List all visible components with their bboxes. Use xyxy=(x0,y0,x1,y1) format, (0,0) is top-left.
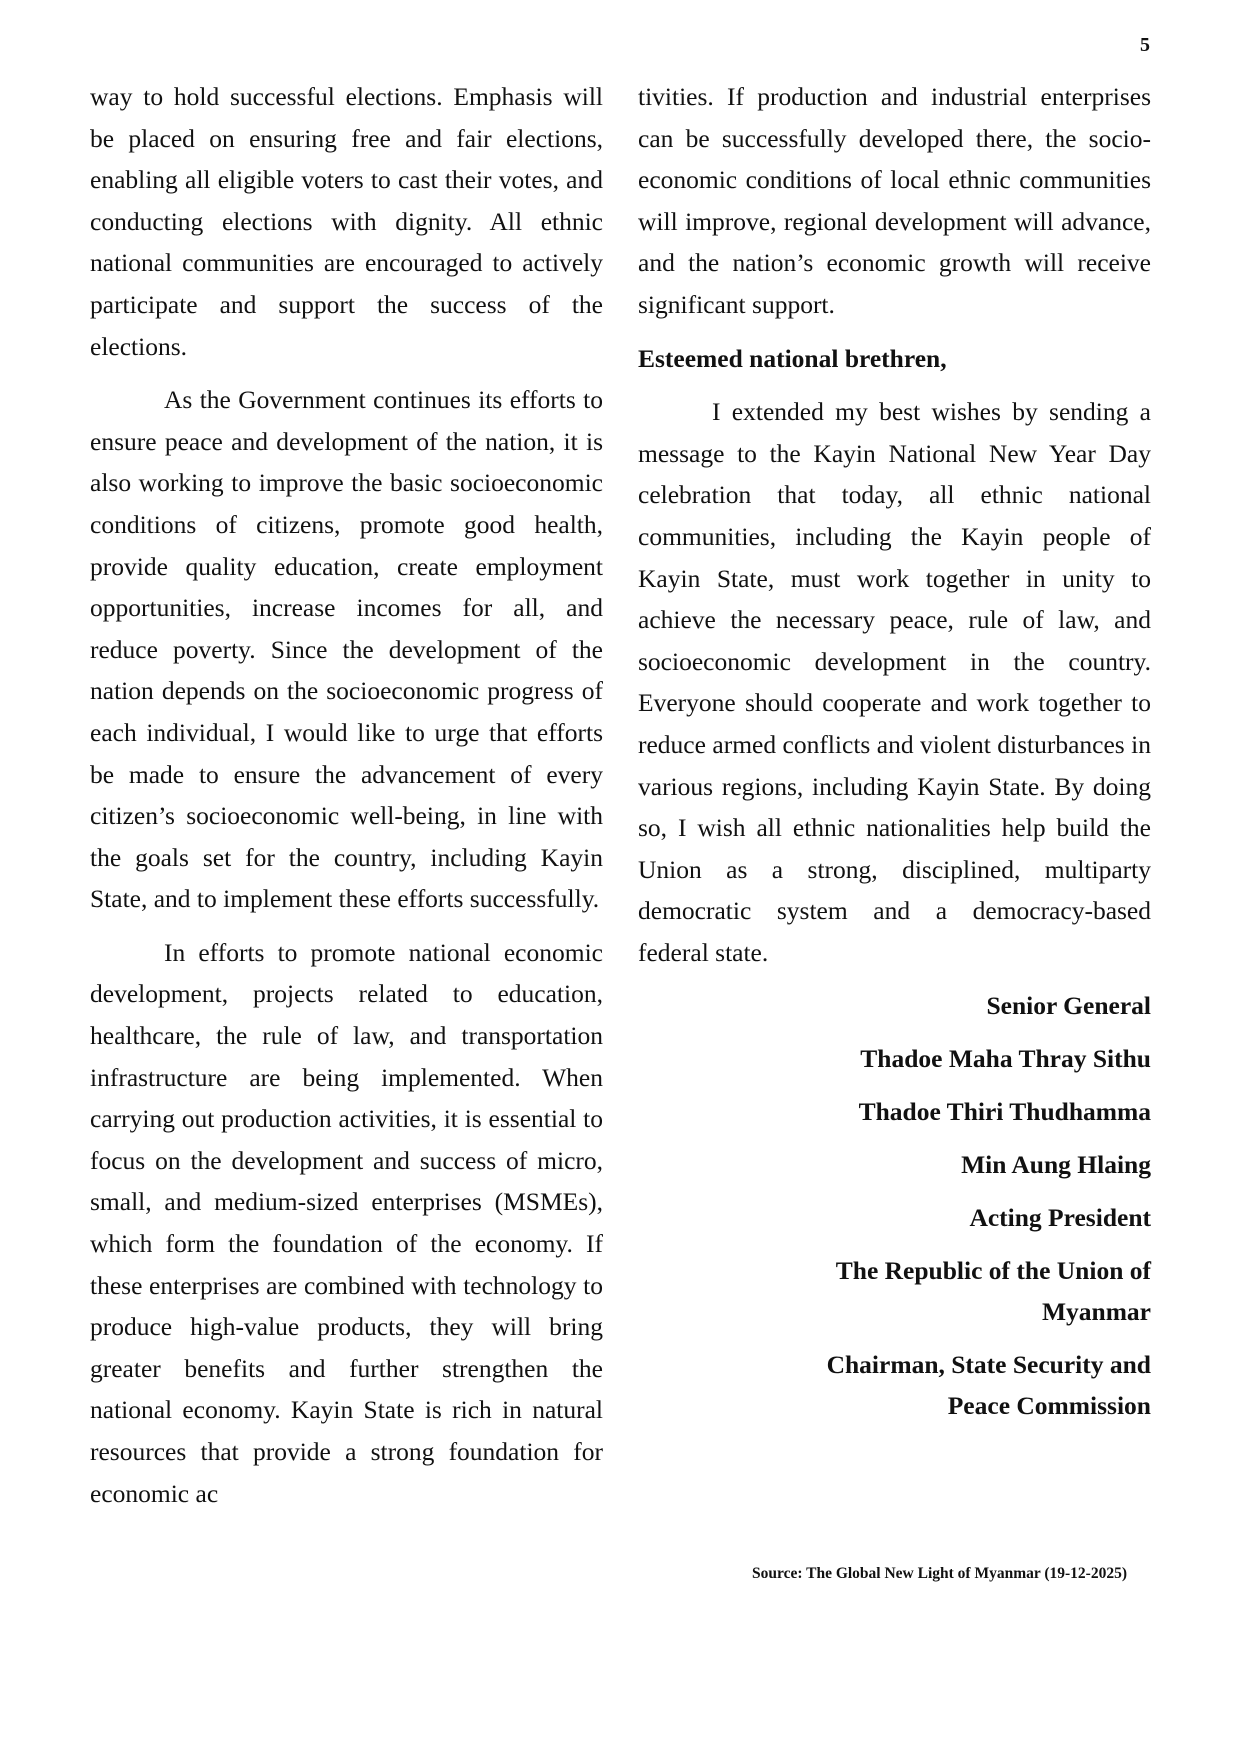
paragraph-economic-development: In efforts to promote national economic development, projects related to education, healthcare, the rule of law, and transportation infrastructure are being implemented. When carrying out production activities, it is essential to focus on the development and success of micro, small, and medium-sized enterprises (MSMEs), which form the foundation of the economy. If these enterprises are combined with technology to produce high-value products, they will bring greater benefits and further strengthen the national economy. Kayin State is rich in natural resources that provide a strong foundation for economic ac xyxy=(90,937,603,1508)
source-citation: Source: The Global New Light of Myanmar (19-12-2025) xyxy=(752,1565,1127,1582)
page-number: 5 xyxy=(1140,34,1150,56)
greeting-heading: Esteemed national brethren, xyxy=(638,343,947,373)
signature-country: The Republic of the Union of Myanmar xyxy=(835,1256,1151,1327)
left-column xyxy=(90,76,603,1526)
paragraph-elections: way to hold successful elections. Emphasis will be placed on ensuring free and fair elections, enabling all eligible voters to cast their votes, and conducting elections with dignity. All ethnic national communities are encouraged to actively participate and support the success of the elections. xyxy=(90,82,603,361)
signature-chairman: Chairman, State Security and Peace Commission xyxy=(826,1350,1151,1421)
signature-name: Min Aung Hlaing xyxy=(961,1150,1151,1180)
paragraph-message: I extended my best wishes by sending a message to the Kayin National New Year Day celebration that today, all ethnic national communities, including the Kayin people of Kayin State, must work together in unity to achieve the necessary peace, rule of law, and socioeconomic development in the country. Everyone should cooperate and work together to reduce armed conflicts and violent disturbances in various regions, including Kayin State. By doing so, I wish all ethnic nationalities help build the Union as a strong, disciplined, multiparty democratic system and a democracy-based federal state. xyxy=(638,397,1151,967)
signature-title-1: Thadoe Maha Thray Sithu xyxy=(860,1044,1151,1074)
paragraph-continued: tivities. If production and industrial enterprises can be successfully developed there, the socio-economic conditions of local ethnic communities will improve, regional development will advance, and the nation’s economic growth will receive significant support. xyxy=(638,82,1151,319)
signature-title-2: Thadoe Thiri Thudhamma xyxy=(858,1097,1151,1127)
signature-block xyxy=(638,985,1151,1426)
paragraph-socioeconomic: As the Government continues its efforts to ensure peace and development of the nation, it is also working to improve the basic socioeconomic conditions of citizens, promote good health, provide quality education, create employment opportunities, increase incomes for all, and reduce poverty. Since the development of the nation depends on the socioeconomic progress of each individual, I would like to urge that efforts be made to ensure the advancement of every citizen’s socioeconomic well-being, in line with the goals set for the country, including Kayin State, and to implement these efforts successfully. xyxy=(90,385,603,914)
signature-rank: Senior General xyxy=(986,991,1151,1021)
right-column xyxy=(638,76,1151,1438)
signature-position: Acting President xyxy=(969,1203,1151,1233)
